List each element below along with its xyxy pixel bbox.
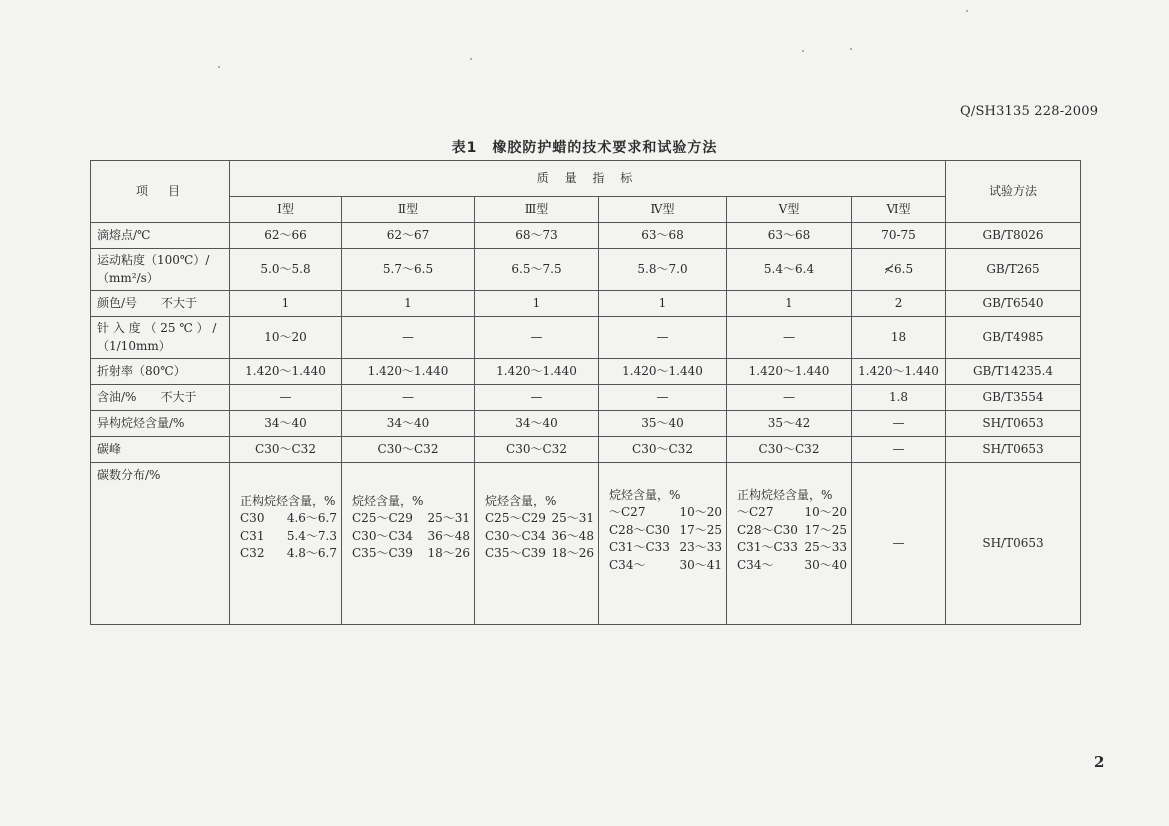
dist-row <box>737 522 847 539</box>
dist-value: 25～33 <box>804 540 847 555</box>
header-type: Ⅳ型 <box>599 197 727 223</box>
dist-value: 4.6～6.7 <box>286 511 337 526</box>
table-cell: — <box>727 317 852 359</box>
header-item: 项 目 <box>91 161 230 223</box>
table-cell: 10～20 <box>230 317 342 359</box>
row-item-label: 折射率（80℃） <box>91 359 230 385</box>
table-cell: C30～C32 <box>727 437 852 463</box>
dist-range: C31～C33 <box>609 540 670 555</box>
table-cell: C30～C32 <box>475 437 599 463</box>
dist-row <box>352 545 470 562</box>
scan-speck <box>470 58 472 60</box>
dist-row <box>240 510 337 527</box>
dist-value: 4.8～6.7 <box>286 546 337 561</box>
header-row-1 <box>91 161 1081 197</box>
dist-value: 30～41 <box>679 557 722 572</box>
table-cell: 34～40 <box>342 411 475 437</box>
header-quality: 质 量 指 标 <box>230 161 946 197</box>
table-cell: 63～68 <box>599 223 727 249</box>
dist-range: C30～C34 <box>352 528 413 543</box>
table-row <box>91 411 1081 437</box>
table-cell: 34～40 <box>475 411 599 437</box>
table-cell: — <box>342 317 475 359</box>
carbon-dist-row <box>91 463 1081 625</box>
dist-value: 10～20 <box>804 505 847 520</box>
dist-row <box>352 510 470 527</box>
dist-value: 30～40 <box>804 557 847 572</box>
row-item-label <box>91 317 230 359</box>
dist-row <box>240 528 337 545</box>
table-cell: ≮6.5 <box>852 249 946 291</box>
dist-head: 正构烷烃含量，% <box>240 494 336 508</box>
dist-range: C28～C30 <box>737 522 798 537</box>
table-cell: 70-75 <box>852 223 946 249</box>
table-cell: 1 <box>230 291 342 317</box>
dist-head: 正构烷烃含量，% <box>737 488 833 502</box>
row-item-label: 含油/% 不大于 <box>91 385 230 411</box>
dist-row <box>737 504 847 521</box>
carbon-dist-type3 <box>475 463 599 625</box>
table-cell: 1.420～1.440 <box>230 359 342 385</box>
dist-value: 17～25 <box>679 522 722 537</box>
dist-row <box>737 557 847 574</box>
table-cell: 1.420～1.440 <box>475 359 599 385</box>
carbon-dist-type2 <box>342 463 475 625</box>
carbon-dist-type1 <box>230 463 342 625</box>
table-row <box>91 437 1081 463</box>
dist-range: C25～C29 <box>485 511 546 526</box>
method-cell: GB/T8026 <box>946 223 1081 249</box>
dist-range: C30 <box>240 511 265 526</box>
method-cell: GB/T3554 <box>946 385 1081 411</box>
dist-range: C34～ <box>609 557 646 572</box>
scan-speck <box>966 10 968 12</box>
method-cell: SH/T0653 <box>946 463 1081 625</box>
table-cell: — <box>475 317 599 359</box>
page-number: 2 <box>1094 753 1105 771</box>
table-cell: 1.8 <box>852 385 946 411</box>
dist-range: C30～C34 <box>485 528 546 543</box>
table-cell: 6.5～7.5 <box>475 249 599 291</box>
dist-head: 烷烃含量，% <box>485 494 557 508</box>
dist-value: 36～48 <box>427 528 470 543</box>
table-cell: 62～66 <box>230 223 342 249</box>
table-cell: 62～67 <box>342 223 475 249</box>
row-item-label: 碳数分布/% <box>91 463 230 625</box>
dist-range: C25～C29 <box>352 511 413 526</box>
dist-head: 烷烃含量，% <box>352 494 424 508</box>
header-type: Ⅰ型 <box>230 197 342 223</box>
item-line: （mm²/s） <box>97 270 159 285</box>
table-row <box>91 223 1081 249</box>
table-cell: 18 <box>852 317 946 359</box>
dist-row <box>352 528 470 545</box>
dist-range: C31～C33 <box>737 540 798 555</box>
method-cell: GB/T14235.4 <box>946 359 1081 385</box>
table-row <box>91 359 1081 385</box>
table-cell: 5.4～6.4 <box>727 249 852 291</box>
dist-row <box>485 545 594 562</box>
table-cell: — <box>342 385 475 411</box>
table-cell: C30～C32 <box>342 437 475 463</box>
table-cell: 1 <box>342 291 475 317</box>
standard-code: Q/SH3135 228-2009 <box>960 104 1099 119</box>
dist-value: 17～25 <box>804 522 847 537</box>
table-cell: 1.420～1.440 <box>342 359 475 385</box>
table-cell: 2 <box>852 291 946 317</box>
dist-row <box>609 504 722 521</box>
header-row-2 <box>91 197 1081 223</box>
table-cell: — <box>599 317 727 359</box>
table-cell: 68～73 <box>475 223 599 249</box>
spec-table <box>90 160 1081 625</box>
dist-range: ～C27 <box>737 505 774 520</box>
table-cell: 1.420～1.440 <box>727 359 852 385</box>
header-type: Ⅲ型 <box>475 197 599 223</box>
dist-row <box>240 545 337 562</box>
dist-range: ～C27 <box>609 505 646 520</box>
carbon-dist-type5 <box>727 463 852 625</box>
table-row <box>91 291 1081 317</box>
table-cell: 1.420～1.440 <box>852 359 946 385</box>
header-type: Ⅵ型 <box>852 197 946 223</box>
dist-value: 18～26 <box>551 546 594 561</box>
header-method: 试验方法 <box>946 161 1081 223</box>
method-cell: GB/T6540 <box>946 291 1081 317</box>
table-cell: — <box>852 437 946 463</box>
carbon-dist-type6: — <box>852 463 946 625</box>
table-cell: 35～40 <box>599 411 727 437</box>
scan-speck <box>802 50 804 52</box>
scan-speck <box>850 48 852 50</box>
table-cell: — <box>852 411 946 437</box>
table-cell: — <box>475 385 599 411</box>
table-cell: 5.0～5.8 <box>230 249 342 291</box>
dist-row <box>609 557 722 574</box>
dist-head: 烷烃含量，% <box>609 488 681 502</box>
dist-range: C32 <box>240 546 265 561</box>
dist-value: 23～33 <box>679 540 722 555</box>
table-row <box>91 249 1081 291</box>
table-cell: — <box>230 385 342 411</box>
method-cell: SH/T0653 <box>946 411 1081 437</box>
table-cell: 35～42 <box>727 411 852 437</box>
item-line: 运动粘度（100℃）/ <box>97 253 210 268</box>
dist-value: 36～48 <box>551 528 594 543</box>
dist-row <box>485 510 594 527</box>
dist-value: 10～20 <box>679 505 722 520</box>
item-line: 针 入 度 （ 25 ℃ ） / <box>97 321 217 336</box>
header-type: Ⅱ型 <box>342 197 475 223</box>
dist-range: C35～C39 <box>352 546 413 561</box>
table-cell: C30～C32 <box>230 437 342 463</box>
dist-row <box>609 522 722 539</box>
table-cell: 1 <box>475 291 599 317</box>
table-row <box>91 385 1081 411</box>
table-cell: 1.420～1.440 <box>599 359 727 385</box>
row-item-label: 异构烷烃含量/% <box>91 411 230 437</box>
header-type: Ⅴ型 <box>727 197 852 223</box>
scan-speck <box>218 66 220 68</box>
dist-value: 5.4～7.3 <box>286 528 337 543</box>
table-title: 表1 橡胶防护蜡的技术要求和试验方法 <box>451 140 718 156</box>
dist-row <box>737 539 847 556</box>
method-cell: SH/T0653 <box>946 437 1081 463</box>
table-cell: 34～40 <box>230 411 342 437</box>
table-cell: C30～C32 <box>599 437 727 463</box>
table-cell: 5.7～6.5 <box>342 249 475 291</box>
table-cell: 1 <box>599 291 727 317</box>
item-line: （1/10mm） <box>97 338 171 353</box>
table-cell: 63～68 <box>727 223 852 249</box>
dist-range: C31 <box>240 528 265 543</box>
dist-range: C34～ <box>737 557 774 572</box>
table-cell: 1 <box>727 291 852 317</box>
row-item-label: 碳峰 <box>91 437 230 463</box>
table-row <box>91 317 1081 359</box>
table-cell: — <box>599 385 727 411</box>
dist-row <box>609 539 722 556</box>
dist-value: 25～31 <box>427 511 470 526</box>
dist-value: 18～26 <box>427 546 470 561</box>
method-cell: GB/T4985 <box>946 317 1081 359</box>
table-cell: — <box>727 385 852 411</box>
method-cell: GB/T265 <box>946 249 1081 291</box>
dist-value: 25～31 <box>551 511 594 526</box>
row-item-label: 滴熔点/℃ <box>91 223 230 249</box>
dist-range: C28～C30 <box>609 522 670 537</box>
dist-range: C35～C39 <box>485 546 546 561</box>
row-item-label <box>91 249 230 291</box>
dist-row <box>485 528 594 545</box>
row-item-label: 颜色/号 不大于 <box>91 291 230 317</box>
carbon-dist-type4 <box>599 463 727 625</box>
table-cell: 5.8～7.0 <box>599 249 727 291</box>
